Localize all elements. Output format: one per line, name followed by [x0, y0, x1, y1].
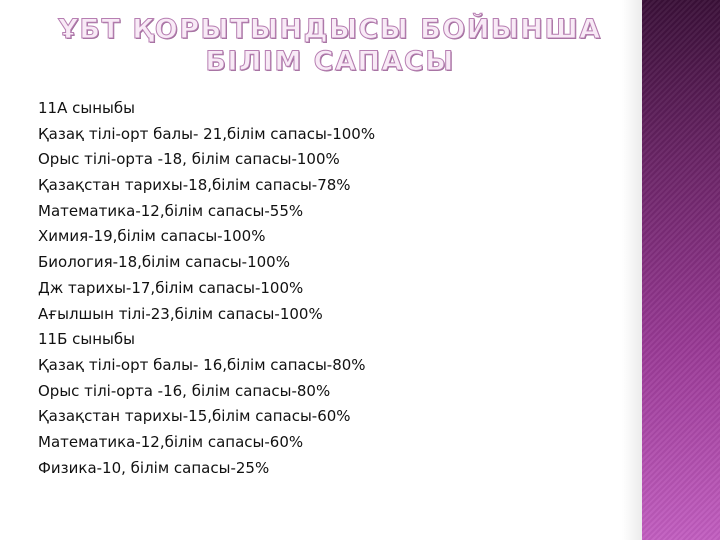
- list-item: Математика-12,білім сапасы-60%: [38, 432, 304, 451]
- list-item: Математика-12,білім сапасы-55%: [38, 201, 304, 220]
- decorative-side-band: [642, 0, 720, 540]
- list-item: Физика-10, білім сапасы-25%: [38, 458, 270, 477]
- list-item: Қазақ тілі-орт балы- 16,білім сапасы-80%: [38, 355, 366, 374]
- list-item: Қазақ тілі-орт балы- 21,білім сапасы-100%: [38, 124, 376, 143]
- list-item: Химия-19,білім сапасы-100%: [38, 227, 266, 246]
- slide-title-line-1: ҰБТ ҚОРЫТЫНДЫСЫ БОЙЫНША: [58, 14, 602, 45]
- list-item: Биология-18,білім сапасы-100%: [38, 253, 290, 272]
- slide-edge-shadow: [622, 0, 642, 540]
- slide-title-line-2: БІЛІМ САПАСЫ: [205, 46, 455, 77]
- list-item: Қазақстан тарихы-18,білім сапасы-78%: [38, 176, 351, 195]
- list-item: Қазақстан тарихы-15,білім сапасы-60%: [38, 407, 351, 426]
- list-item-class-11b-heading: 11Б сыныбы: [38, 330, 135, 349]
- list-item: Орыс тілі-орта -16, білім сапасы-80%: [38, 381, 331, 400]
- results-list: [38, 96, 618, 481]
- list-item: Дж тарихы-17,білім сапасы-100%: [38, 278, 304, 297]
- list-item-class-11a-heading: 11А сыныбы: [38, 99, 135, 117]
- list-item: Ағылшын тілі-23,білім сапасы-100%: [38, 304, 323, 323]
- list-item: Орыс тілі-орта -18, білім сапасы-100%: [38, 150, 340, 169]
